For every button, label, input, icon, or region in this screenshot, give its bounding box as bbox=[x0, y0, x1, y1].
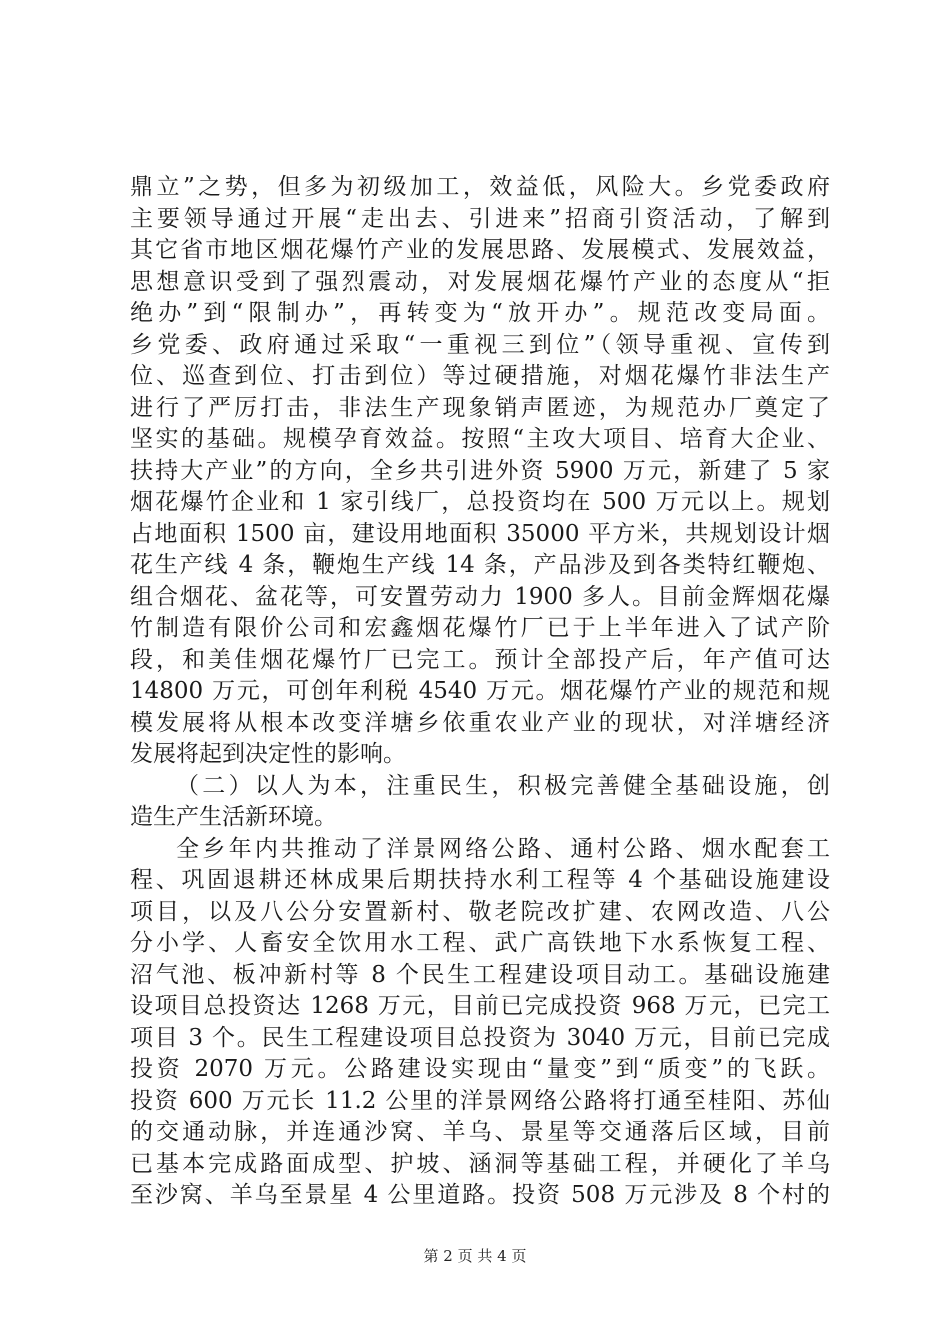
text-line: 程、巩固退耕还林成果后期扶持水利工程等 4 个基础设施建设 bbox=[130, 867, 830, 893]
text-line: 进行了严厉打击，非法生产现象销声匿迹，为规范办厂奠定了 bbox=[130, 394, 830, 421]
text-line: 已基本完成路面成型、护坡、涵洞等基础工程，并硬化了羊乌 bbox=[130, 1150, 830, 1177]
body-text bbox=[130, 172, 830, 1212]
text-line: 全乡年内共推动了洋景网络公路、通村公路、烟水配套工 bbox=[176, 835, 830, 862]
text-line: 竹制造有限价公司和宏鑫烟花爆竹厂已于上半年进入了试产阶 bbox=[130, 615, 830, 641]
text-line: 烟花爆竹企业和 1 家引线厂，总投资均在 500 万元以上。规划 bbox=[130, 489, 830, 515]
page-number-footer: 第 2 页 共 4 页 bbox=[423, 1247, 527, 1265]
text-line: 设项目总投资达 1268 万元，目前已完成投资 968 万元，已完工 bbox=[130, 993, 830, 1019]
text-line: 其它省市地区烟花爆竹产业的发展思路、发展模式、发展效益， bbox=[130, 237, 830, 263]
text-line: 14800 万元，可创年利税 4540 万元。烟花爆竹产业的规范和规 bbox=[130, 678, 830, 704]
text-line: 发展将起到决定性的影响。 bbox=[130, 741, 406, 767]
text-line: 扶持大产业”的方向，全乡共引进外资 5900 万元，新建了 5 家 bbox=[130, 457, 830, 484]
text-line: 思想意识受到了强烈震动，对发展烟花爆竹产业的态度从“拒 bbox=[130, 268, 830, 295]
text-line: 主要领导通过开展“走出去、引进来”招商引资活动，了解到 bbox=[130, 205, 830, 232]
text-line: 组合烟花、盆花等，可安置劳动力 1900 多人。目前金辉烟花爆 bbox=[130, 583, 830, 610]
text-line: 沼气池、板冲新村等 8 个民生工程建设项目动工。基础设施建 bbox=[130, 961, 830, 988]
text-line: 的交通动脉，并连通沙窝、羊乌、景星等交通落后区域，目前 bbox=[130, 1119, 830, 1145]
text-line: 至沙窝、羊乌至景星 4 公里道路。投资 508 万元涉及 8 个村的 bbox=[130, 1182, 830, 1208]
text-line: 投资 600 万元长 11.2 公里的洋景网络公路将打通至桂阳、苏仙 bbox=[130, 1087, 830, 1114]
text-line: 鼎立”之势，但多为初级加工，效益低，风险大。乡党委政府 bbox=[130, 174, 830, 200]
text-line: 项目 3 个。民生工程建设项目总投资为 3040 万元，目前已完成 bbox=[130, 1024, 830, 1051]
text-line: 位、巡查到位、打击到位）等过硬措施，对烟花爆竹非法生产 bbox=[130, 363, 830, 389]
text-line: 分小学、人畜安全饮用水工程、武广高铁地下水系恢复工程、 bbox=[130, 930, 830, 956]
text-line: 绝办”到“限制办”，再转变为“放开办”。规范改变局面。 bbox=[130, 300, 830, 326]
text-line: 项目，以及八公分安置新村、敬老院改扩建、农网改造、八公 bbox=[130, 898, 830, 925]
text-line: 占地面积 1500 亩，建设用地面积 35000 平方米，共规划设计烟 bbox=[130, 520, 830, 547]
section-heading-line: （二）以人为本，注重民生，积极完善健全基础设施，创 bbox=[176, 772, 830, 799]
text-line: 乡党委、政府通过采取“一重视三到位”（领导重视、宣传到 bbox=[130, 331, 830, 358]
text-line: 模发展将从根本改变洋塘乡依重农业产业的现状，对洋塘经济 bbox=[130, 709, 830, 736]
text-line: 坚实的基础。规模孕育效益。按照“主攻大项目、培育大企业、 bbox=[130, 426, 830, 452]
text-line: 花生产线 4 条，鞭炮生产线 14 条，产品涉及到各类特红鞭炮、 bbox=[130, 552, 830, 578]
section-heading-line: 造生产生活新环境。 bbox=[130, 804, 337, 830]
text-line: 段，和美佳烟花爆竹厂已完工。预计全部投产后，年产值可达 bbox=[130, 646, 830, 673]
text-line: 投资 2070 万元。公路建设实现由“量变”到“质变”的飞跃。 bbox=[130, 1056, 830, 1082]
